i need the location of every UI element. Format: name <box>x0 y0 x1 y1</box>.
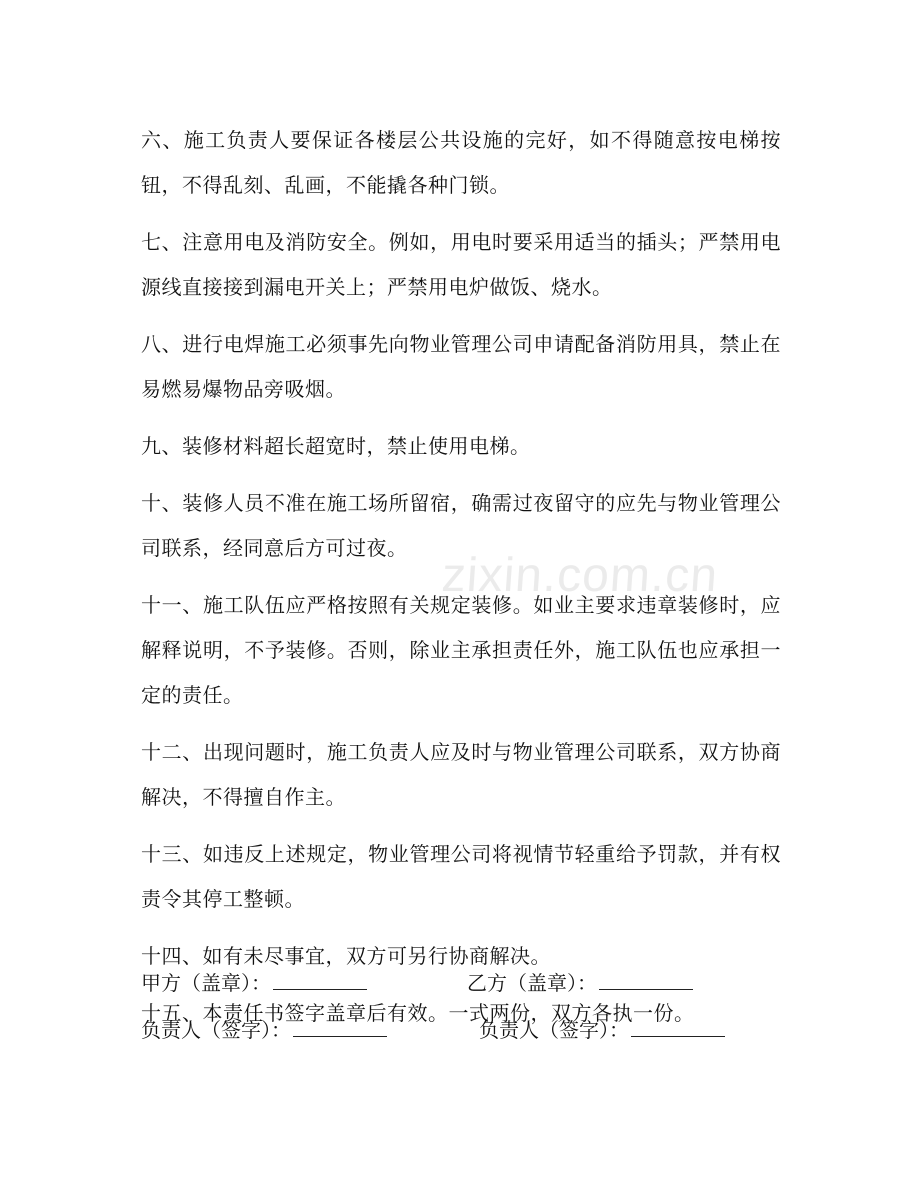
watermark: zixin.com.cn <box>440 549 720 602</box>
party-b-seal-blank[interactable] <box>599 973 693 990</box>
clause-7: 七、注意用电及消防安全。例如，用电时要采用适当的插头；严禁用电源线直接接到漏电开关上；严禁用电炉做饭、烧水。 <box>141 230 781 299</box>
party-a-signature <box>141 1015 387 1045</box>
party-a-seal-label: 甲方（盖章）： <box>141 971 271 995</box>
clause-9: 九、装修材料超长超宽时，禁止使用电梯。 <box>141 434 531 458</box>
party-a-seal-blank[interactable] <box>273 973 367 990</box>
party-b-seal-label: 乙方（盖章）： <box>467 971 597 995</box>
clause-15: 十五、本责任书签字盖章后有效。一式两份，双方各执一份。 <box>141 1001 695 1025</box>
clause-12: 十二、出现问题时，施工负责人应及时与物业管理公司联系，双方协商解决，不得擅自作主。 <box>141 740 781 809</box>
clause-list <box>141 118 781 1048</box>
clause-13: 十三、如违反上述规定，物业管理公司将视情节轻重给予罚款，并有权责令其停工整顿。 <box>141 842 781 911</box>
party-b-signature <box>479 1015 725 1045</box>
party-a-signature-label: 负责人（签字）： <box>141 1018 291 1042</box>
clause-8: 八、进行电焊施工必须事先向物业管理公司申请配备消防用具，禁止在易燃易爆物品旁吸烟。 <box>141 332 781 401</box>
party-b-signature-blank[interactable] <box>631 1020 725 1037</box>
party-a-seal <box>141 968 367 998</box>
party-b-signature-label: 负责人（签字）： <box>479 1018 629 1042</box>
clause-14: 十四、如有未尽事宜，双方可另行协商解决。 <box>141 944 551 968</box>
party-a-signature-blank[interactable] <box>293 1020 387 1037</box>
clause-11: 十一、施工队伍应严格按照有关规定装修。如业主要求违章装修时，应解释说明，不予装修。否则，除业主承担责任外，施工队伍也应承担一定的责任。 <box>141 593 781 707</box>
clause-10: 十、装修人员不准在施工场所留宿，确需过夜留守的应先与物业管理公司联系，经同意后方可过夜。 <box>141 491 781 560</box>
clause-6: 六、施工负责人要保证各楼层公共设施的完好，如不得随意按电梯按钮，不得乱刻、乱画，不能撬各种门锁。 <box>141 128 781 197</box>
party-b-seal <box>467 968 693 998</box>
